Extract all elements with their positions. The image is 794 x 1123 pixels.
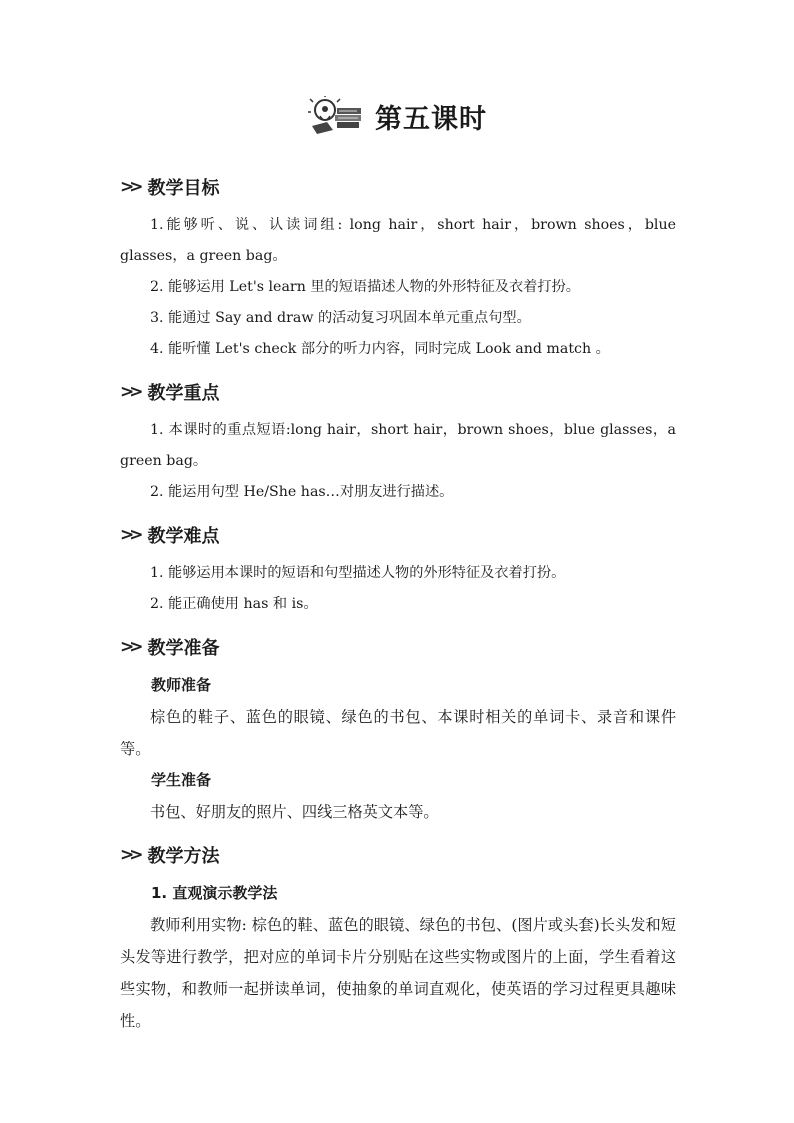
key-points-list xyxy=(120,415,676,508)
teacher-prep-text: 棕色的鞋子、蓝色的眼镜、绿色的书包、本课时相关的单词卡、录音和课件等。 xyxy=(120,708,676,758)
list-item: 1.能够听、说、认读词组: long hair，short hair，brown shoes，blue glasses，a green bag。 xyxy=(120,217,676,264)
teacher-prep-label: 教师准备 xyxy=(151,676,212,694)
double-chevron-icon: >> xyxy=(120,382,139,402)
section-heading-difficulties: >> 教学难点 xyxy=(120,525,220,547)
student-prep-label: 学生准备 xyxy=(151,771,212,789)
preparation-block xyxy=(120,670,676,828)
page-title: 第五课时 xyxy=(375,103,487,135)
list-item: 2. 能正确使用 has 和 is。 xyxy=(150,596,318,612)
list-item: 1. 能够运用本课时的短语和句型描述人物的外形特征及衣着打扮。 xyxy=(150,565,566,581)
section-heading-objectives: >> 教学目标 xyxy=(120,177,220,199)
methods-block xyxy=(120,878,676,1037)
list-item: 1. 本课时的重点短语:long hair，short hair，brown shoes，blue glasses，a green bag。 xyxy=(120,422,676,469)
double-chevron-icon: >> xyxy=(120,845,139,865)
document-body xyxy=(120,160,676,1037)
method-1-text: 教师利用实物: 棕色的鞋、蓝色的眼镜、绿色的书包、(图片或头套)长头发和短头发等进行教学，把对应的单词卡片分别贴在这些实物或图片的上面，学生看着这些实物，和教师一起拼读单词，使抽象的单词直观化，使英语的学习过程更具趣味性。 xyxy=(120,916,676,1030)
difficulties-list xyxy=(120,558,676,620)
section-heading-key-points: >> 教学重点 xyxy=(120,382,220,404)
double-chevron-icon: >> xyxy=(120,637,139,657)
title-bar xyxy=(0,96,794,136)
list-item: 3. 能通过 Say and draw 的活动复习巩固本单元重点句型。 xyxy=(150,310,531,326)
student-prep-text: 书包、好朋友的照片、四线三格英文本等。 xyxy=(150,803,439,821)
list-item: 2. 能够运用 Let's learn 里的短语描述人物的外形特征及衣着打扮。 xyxy=(150,279,580,295)
double-chevron-icon: >> xyxy=(120,177,139,197)
lightbulb-books-icon xyxy=(307,96,363,136)
double-chevron-icon: >> xyxy=(120,525,139,545)
list-item: 2. 能运用句型 He/She has…对朋友进行描述。 xyxy=(150,484,454,500)
method-1-label: 1. 直观演示教学法 xyxy=(151,884,278,902)
section-heading-methods: >> 教学方法 xyxy=(120,845,220,867)
section-heading-preparation: >> 教学准备 xyxy=(120,637,220,659)
objectives-list xyxy=(120,210,676,365)
list-item: 4. 能听懂 Let's check 部分的听力内容，同时完成 Look and match 。 xyxy=(150,341,610,357)
